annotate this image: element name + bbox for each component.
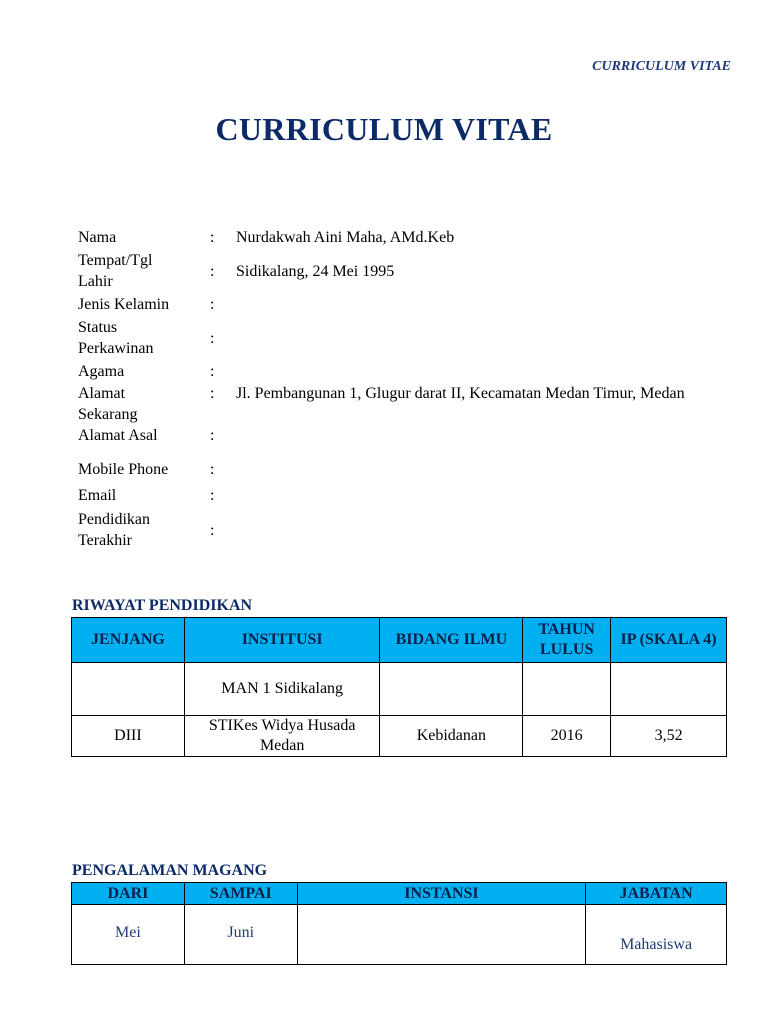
info-colon: : (210, 363, 215, 380)
info-row-pendidikan (78, 508, 698, 552)
table-header-row (72, 618, 727, 663)
table-cell (297, 905, 585, 965)
table-cell (611, 663, 727, 716)
column-header: BIDANG ILMU (380, 618, 523, 663)
info-label: Pendidikan Terakhir (78, 511, 150, 549)
info-colon: : (210, 296, 215, 313)
column-header: DARI (72, 883, 185, 905)
table-header-row (72, 883, 727, 905)
info-value: Jl. Pembangunan 1, Glugur darat II, Kecamatan Medan Timur, Medan (236, 385, 685, 402)
education-section-title: RIWAYAT PENDIDIKAN (72, 597, 253, 614)
info-colon: : (210, 521, 215, 539)
info-row-alamat-asal (78, 425, 698, 453)
info-row-tempat-lahir (78, 249, 698, 293)
column-header: INSTANSI (297, 883, 585, 905)
info-label: Jenis Kelamin (78, 296, 170, 313)
info-value: Nurdakwah Aini Maha, AMd.Keb (236, 229, 455, 246)
column-header: JABATAN (586, 883, 727, 905)
table-row (72, 716, 727, 757)
info-row-alamat-sekarang (78, 383, 698, 425)
info-colon: : (210, 460, 215, 478)
info-label: Alamat Sekarang (78, 385, 138, 423)
table-cell: Kebidanan (380, 716, 523, 757)
internship-section-title: PENGALAMAN MAGANG (72, 862, 268, 879)
info-label: Status Perkawinan (78, 319, 154, 357)
table-cell (72, 663, 185, 716)
education-table (71, 617, 727, 757)
table-cell (523, 663, 611, 716)
info-label: Tempat/Tgl Lahir (78, 252, 153, 290)
info-value: Sidikalang, 24 Mei 1995 (236, 262, 395, 280)
info-label: Alamat Asal (78, 427, 158, 444)
info-row-agama (78, 360, 698, 383)
document-title: CURRICULUM VITAE (215, 111, 553, 147)
header-label: CURRICULUM VITAE (592, 59, 731, 74)
info-colon: : (210, 427, 215, 444)
info-colon: : (210, 486, 215, 504)
table-cell: STIKes Widya Husada Medan (184, 716, 380, 757)
column-header: JENJANG (72, 618, 185, 663)
info-colon: : (210, 329, 215, 347)
internship-table (71, 882, 727, 965)
info-row-nama (78, 226, 698, 249)
table-cell: DIII (72, 716, 185, 757)
table-cell: MAN 1 Sidikalang (184, 663, 380, 716)
info-label: Nama (78, 229, 117, 246)
column-header: TAHUN LULUS (523, 618, 611, 663)
info-row-mobile-phone (78, 456, 698, 482)
table-cell (380, 663, 523, 716)
info-colon: : (210, 385, 215, 402)
info-row-email (78, 482, 698, 508)
table-cell: 2016 (523, 716, 611, 757)
info-label: Email (78, 486, 117, 504)
table-cell: Juni (184, 905, 297, 965)
column-header: INSTITUSI (184, 618, 380, 663)
column-header: IP (SKALA 4) (611, 618, 727, 663)
table-cell: 3,52 (611, 716, 727, 757)
table-cell: Mahasiswa (586, 905, 727, 965)
info-colon: : (210, 229, 215, 246)
table-row (72, 663, 727, 716)
info-row-status (78, 316, 698, 360)
info-label: Agama (78, 363, 125, 380)
info-row-jenis-kelamin (78, 293, 698, 316)
info-label: Mobile Phone (78, 460, 169, 478)
column-header: SAMPAI (184, 883, 297, 905)
personal-info (78, 226, 698, 552)
table-row (72, 905, 727, 965)
info-colon: : (210, 262, 215, 280)
table-cell: Mei (72, 905, 185, 965)
